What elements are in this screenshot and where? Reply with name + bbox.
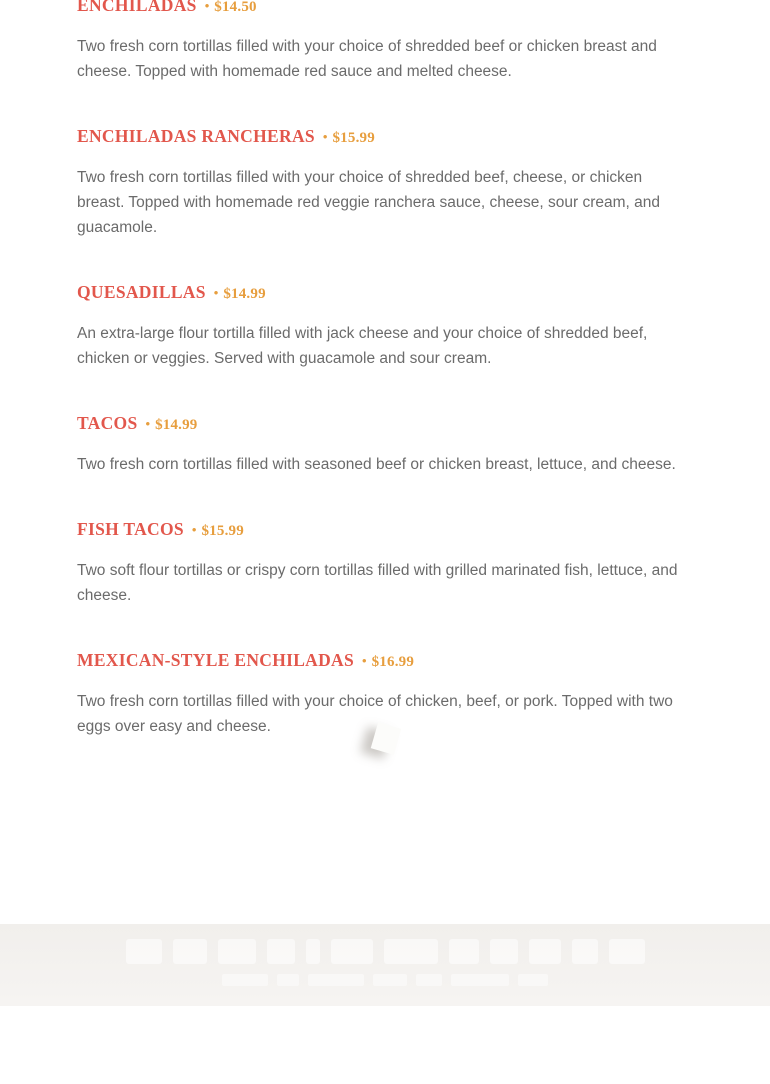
menu-item-price: $16.99 — [371, 654, 415, 670]
menu-item-title: TACOS — [77, 413, 138, 433]
menu-item-description: An extra-large flour tortilla filled with jack cheese and your choice of shredded beef, chicken or veggies. Served with guacamole and sour cream. — [77, 325, 648, 367]
menu-item-header — [77, 125, 692, 149]
footer-faded-text-row — [0, 974, 770, 986]
menu-item-header — [77, 281, 692, 305]
menu-item-price: $14.99 — [155, 417, 198, 433]
price-bullet: • — [191, 522, 197, 537]
menu-item-price: $15.99 — [201, 523, 244, 539]
menu-item-price: $15.99 — [332, 130, 375, 146]
footer-faded-text-row — [0, 939, 770, 964]
menu-item-header — [77, 518, 692, 542]
price-bullet: • — [322, 129, 328, 144]
menu-item — [77, 0, 692, 84]
menu-item-header — [77, 0, 692, 18]
footer-banner — [0, 924, 770, 1006]
menu-item-title: QUESADILLAS — [77, 282, 206, 302]
menu-item-price: $14.50 — [214, 0, 257, 15]
menu-item-header — [77, 412, 692, 436]
menu-item — [77, 412, 692, 477]
price-bullet: • — [362, 653, 367, 668]
menu-item — [77, 125, 692, 240]
menu-item-header — [77, 649, 692, 673]
menu-item-description: Two fresh corn tortillas filled with seasoned beef or chicken breast, lettuce, and cheese. — [77, 456, 676, 473]
menu-item-description: Two soft flour tortillas or crispy corn tortillas filled with grilled marinated fish, lettuce, and cheese. — [77, 562, 678, 604]
menu-item-title: ENCHILADAS RANCHERAS — [77, 126, 315, 146]
menu-item-description: Two fresh corn tortillas filled with your choice of chicken, beef, or pork. Topped with two eggs over easy and cheese. — [77, 693, 673, 735]
price-bullet: • — [204, 0, 210, 13]
price-bullet: • — [145, 416, 151, 431]
menu-item-title: FISH TACOS — [77, 519, 184, 539]
menu-item-price: $14.99 — [223, 286, 266, 302]
menu-item-description: Two fresh corn tortillas filled with your choice of shredded beef, cheese, or chicken breast. Topped with homemade red veggie ranchera sauce, cheese, sour cream, and guacamole. — [77, 169, 661, 236]
menu-item-title: ENCHILADAS — [77, 0, 197, 15]
menu-item — [77, 281, 692, 371]
menu-item-description: Two fresh corn tortillas filled with your choice of shredded beef or chicken breast and cheese. Topped with homemade red sauce and melted cheese. — [77, 38, 657, 80]
menu-item — [77, 518, 692, 608]
price-bullet: • — [213, 285, 219, 300]
menu-item-title: MEXICAN-STYLE ENCHILADAS — [77, 650, 355, 670]
